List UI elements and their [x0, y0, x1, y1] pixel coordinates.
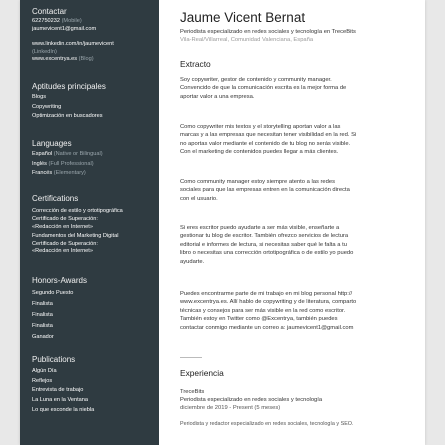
summary-line: www.excentrya.es. Allí hablo de copywriting y de literatura, comparto: [180, 299, 357, 306]
summary-line: Puedes encontrarme parte de mi trabajo en mi blog personal http://: [180, 291, 353, 297]
honor-item: Segundo Puesto: [32, 290, 74, 296]
certification-item: Certificado de Superación:: [32, 216, 98, 222]
language-item: [32, 160, 103, 170]
contact-phone-type: (Mobile): [61, 18, 82, 24]
publications-section: [32, 355, 94, 416]
experience-company: TreceBits: [180, 389, 205, 395]
publication-item: Lo que esconde la niebla: [32, 406, 95, 413]
certification-item: «Redacción en Internet»: [32, 248, 93, 255]
summary-line: También estoy en Twitter como @Excentrya, también puedes: [180, 316, 338, 323]
contact-title: Contactar: [32, 7, 67, 16]
skills-title: Aptitudes principales: [32, 82, 106, 91]
language-item: [32, 169, 103, 179]
summary-line: técnicas y consejos para ser más visible en la red como escritor.: [180, 307, 346, 314]
experience-title: Experiencia: [180, 368, 224, 378]
honor-item: Ganador: [32, 334, 54, 340]
summary-line: Si eres escritor puedo ayudarte a ser más visible, enseñarte a: [180, 225, 340, 231]
summary-title: Extracto: [180, 59, 211, 69]
certifications-section: [32, 194, 123, 256]
honor-item: Finalista: [32, 312, 53, 318]
summary-paragraph: [180, 123, 416, 157]
publication-item: La Luna en la Ventana: [32, 397, 88, 404]
certification-item: Corrección de estilo y ortotipográfica: [32, 208, 123, 214]
contact-phone: 622750232: [32, 18, 60, 24]
summary-line: marcas y a las empresas que necesitan tener visibilidad en la red. Si: [180, 132, 357, 139]
certification-item: Certificado de Superación:: [32, 241, 98, 248]
resume-page: [20, 0, 425, 445]
skills-section: [32, 82, 106, 122]
summary-line: ayudarte.: [180, 258, 205, 265]
summary-line: Convencido de que la comunicación escrita es la mejor forma de: [180, 85, 347, 92]
main-content: [159, 0, 425, 445]
language-level: (Elementary): [53, 170, 86, 177]
certification-item: «Redacción en Internet»: [32, 224, 93, 231]
publications-title: Publications: [32, 355, 76, 364]
language-name: Inglés: [32, 160, 47, 167]
skill-item: Copywriting: [32, 103, 62, 110]
profile-headline: Periodista especializado en redes sociales y tecnología en TreceBits: [180, 29, 356, 35]
contact-email[interactable]: jaumevicent1@gmail.com: [32, 25, 97, 32]
honors-section: [32, 276, 87, 343]
summary-line: Como community manager estoy siempre atento a las redes: [180, 179, 335, 185]
experience-description: Periodista y redactor especializado en redes sociales, tecnología y SEO.: [180, 421, 354, 427]
contact-section: [32, 7, 114, 64]
summary-line: sociales para que las empresas entren en la comunicación directa: [180, 187, 350, 194]
certification-item: Fundamentos del Marketing Digital: [32, 233, 119, 240]
profile-name: Jaume Vicent Bernat: [180, 10, 306, 25]
summary-line: Soy copywriter, gestor de contenido y community manager.: [180, 77, 332, 83]
experience-role: Periodista especializado en redes sociales y tecnología: [180, 397, 323, 403]
publication-item: Algún Día: [32, 368, 57, 374]
summary-line: con el usuario.: [180, 195, 218, 202]
contact-website-line[interactable]: [32, 56, 114, 64]
honors-title: Honors-Awards: [32, 276, 87, 285]
sidebar: [20, 0, 159, 445]
contact-phone-line: [32, 18, 114, 26]
summary-paragraph: [180, 76, 416, 101]
honor-item: Finalista: [32, 323, 53, 329]
section-divider: [180, 357, 202, 358]
language-level: (Native or Bilingual): [53, 151, 103, 157]
certifications-title: Certifications: [32, 194, 79, 203]
honor-item: Finalista: [32, 301, 53, 307]
language-item: [32, 150, 103, 160]
languages-title: Languages: [32, 139, 72, 148]
summary-line: editorial e informes de lectura, si necesitas saber qué le falta a tu: [180, 241, 347, 248]
skill-item: Optimización en buscadores: [32, 113, 103, 120]
summary-paragraph: [180, 224, 416, 266]
language-level: (Full Professional): [48, 160, 94, 167]
contact-website[interactable]: www.excentrya.es: [32, 56, 78, 63]
summary-line: libro o necesitas una corrección ortotipográfica o de estilo yo puedo: [180, 250, 354, 257]
contact-linkedin-label: (LinkedIn): [32, 48, 57, 55]
experience-dates: diciembre de 2019 - Present (5 meses): [180, 405, 281, 411]
contact-website-label: (Blog): [78, 56, 94, 63]
summary-line: Con el marketing de contenidos puedes llegar a más clientes.: [180, 149, 339, 156]
publication-item: Reflejos: [32, 377, 53, 384]
summary-line: aportar valor a una empresa.: [180, 93, 255, 100]
skill-item: Blogs: [32, 94, 46, 100]
summary-line: no aportas valor mediante el contenido de tu blog no serás visible.: [180, 140, 351, 147]
language-name: Francés: [32, 170, 53, 177]
language-name: Español: [32, 151, 53, 157]
languages-section: [32, 139, 103, 179]
summary-line: Como copywriter mis textos y el storytelling aportan valor a las: [180, 124, 341, 130]
profile-location: Vila-Real/Villarreal, Comunidad Valenciana, España: [180, 37, 314, 43]
publication-item: Entrevista de trabajo: [32, 387, 84, 394]
summary-line: contactar conmigo mediante un correo a: jaumevicent1@gmail.com: [180, 324, 354, 331]
contact-linkedin[interactable]: www.linkedin.com/in/jaumevicent: [32, 41, 114, 48]
summary-line: gestionar tu blog de escritor. También ofrezco servicios de lectura: [180, 233, 349, 240]
summary-paragraph: [180, 290, 416, 332]
summary-paragraph: [180, 178, 416, 203]
